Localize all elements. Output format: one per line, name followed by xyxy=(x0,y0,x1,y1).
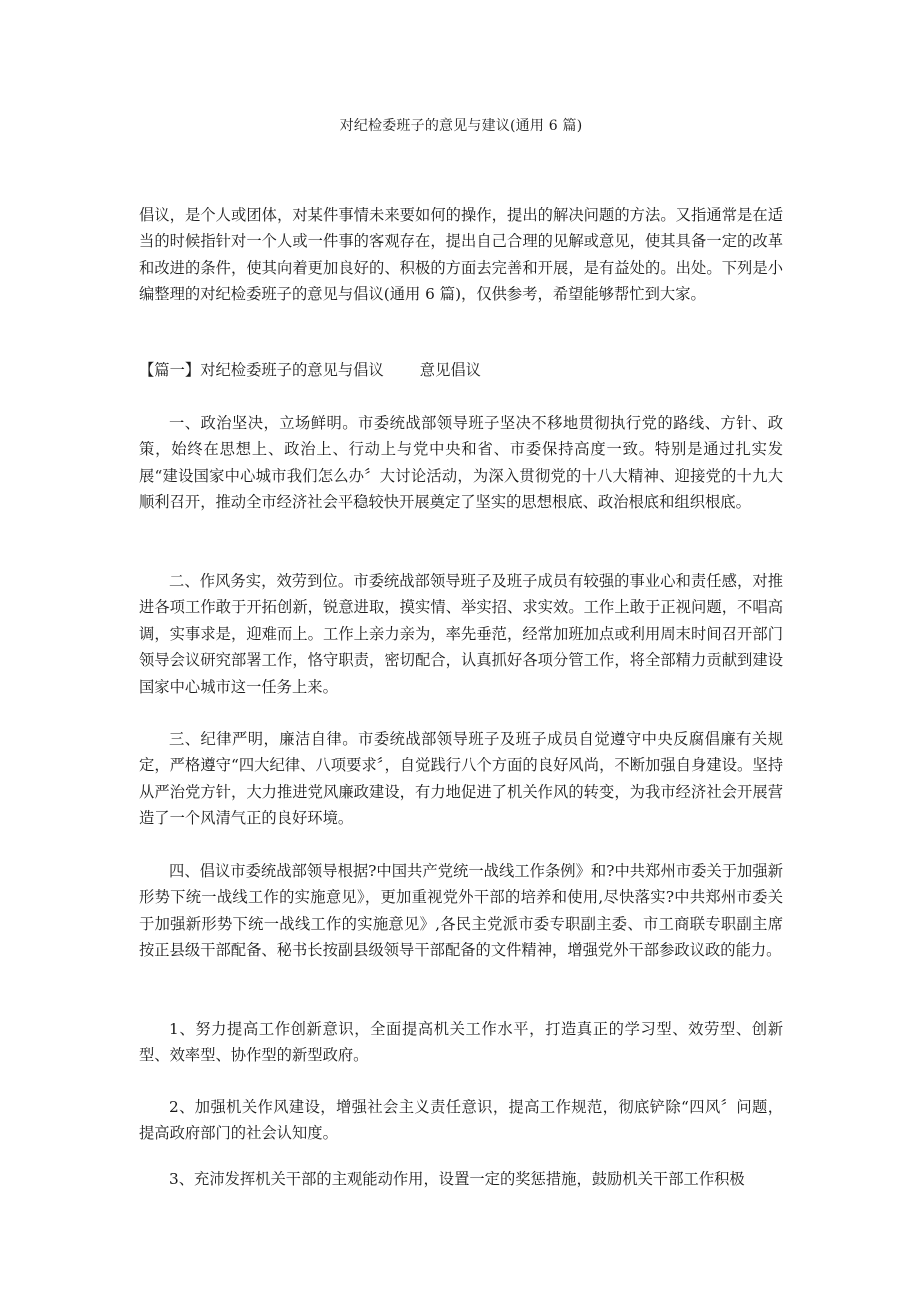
document-title: 对纪检委班子的意见与建议(通用 6 篇) xyxy=(339,118,583,134)
body-paragraph-2: 二、作风务实，效劳到位。市委统战部领导班子及班子成员有较强的事业心和责任感，对推进各项工作敢于开拓创新，锐意进取，摸实情、举实招、求实效。工作上敢于正视问题，不唱高调，实事求是，迎难而上。工作上亲力亲为，率先垂范，经常加班加点或利用周末时间召开部门领导会议研究部署工作，恪守职责，密切配合，认真抓好各项分管工作，将全部精力贡献到建设国家中心城市这一任务上来。 xyxy=(139,572,783,696)
list-item-3: 3、充沛发挥机关干部的主观能动作用，设置一定的奖惩措施，鼓励机关干部工作积极 xyxy=(169,1170,745,1188)
section-heading-row xyxy=(139,357,783,383)
intro-paragraph: 倡议，是个人或团体，对某件事情未来要如何的操作，提出的解决问题的方法。又指通常是在适当的时候指针对一个人或一件事的客观存在，提出自己合理的见解或意见，使其具备一定的改革和改进的条件，使其向着更加良好的、积极的方面去完善和开展，是有益处的。出处。下列是小编整理的对纪检委班子的意见与倡议(通用 6 篇)，仅供参考，希望能够帮忙到大家。 xyxy=(139,206,783,304)
list-item-2: 2、加强机关作风建设，增强社会主义责任意识，提高工作规范，彻底铲除“四风〞问题，提高政府部门的社会认知度。 xyxy=(139,1098,783,1143)
body-paragraph-3: 三、纪律严明，廉洁自律。市委统战部领导班子及班子成员自觉遵守中央反腐倡廉有关规定，严格遵守“四大纪律、八项要求〞，自觉践行八个方面的良好风尚，不断加强自身建设。坚持从严治党方针，大力推进党风廉政建设，有力地促进了机关作风的转变，为我市经济社会开展营造了一个风清气正的良好环境。 xyxy=(139,730,783,828)
section-heading: 【篇一】对纪检委班子的意见与倡议 xyxy=(139,361,384,379)
body-paragraph-4: 四、倡议市委统战部领导根据?中国共产党统一战线工作条例》和?中共郑州市委关于加强新形势下统一战线工作的实施意见》，更加重视党外干部的培养和使用,尽快落实?中共郑州市委关于加强新形势下统一战线工作的实施意见》,各民主党派市委专职副主委、市工商联专职副主席按正县级干部配备、秘书长按副县级领导干部配备的文件精神，增强党外干部参政议政的能力。 xyxy=(139,862,783,960)
body-paragraph-1: 一、政治坚决，立场鲜明。市委统战部领导班子坚决不移地贯彻执行党的路线、方针、政策，始终在思想上、政治上、行动上与党中央和省、市委保持高度一致。特别是通过扎实发展“建设国家中心城市我们怎么办〞大讨论活动，为深入贯彻党的十八大精神、迎接党的十九大顺利召开，推动全市经济社会平稳较快开展奠定了坚实的思想根底、政治根底和组织根底。 xyxy=(139,414,783,512)
list-item-1: 1、努力提高工作创新意识，全面提高机关工作水平，打造真正的学习型、效劳型、创新型、效率型、协作型的新型政府。 xyxy=(139,1020,783,1065)
section-subheading: 意见倡议 xyxy=(419,361,481,379)
